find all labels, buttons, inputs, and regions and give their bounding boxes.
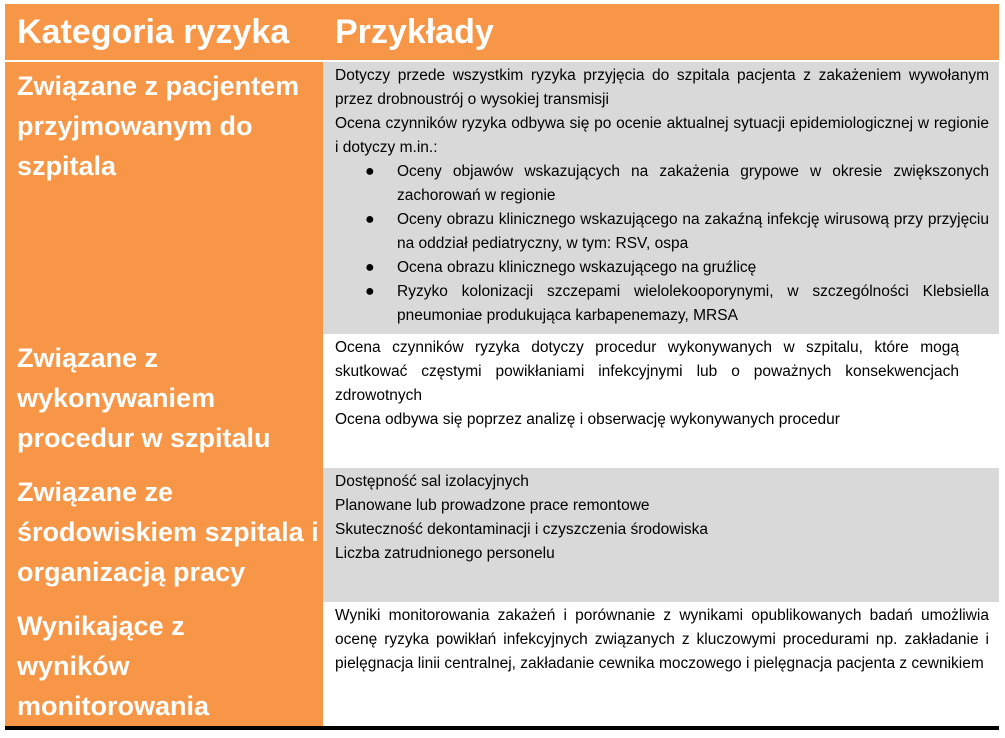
example-bullet-list <box>335 160 989 328</box>
example-paragraph: Skuteczność dekontaminacji i czyszczenia środowiska <box>335 521 709 538</box>
table-header <box>5 4 999 60</box>
example-paragraph: Ocena czynników ryzyka odbywa się po ocenie aktualnej sytuacji epidemiologicznej w regionie i dotyczy m.in.: <box>335 115 989 156</box>
list-item-text: Ocena obrazu klinicznego wskazującego na gruźlicę <box>397 259 757 276</box>
bullet-icon: ● <box>365 211 375 228</box>
examples-cell <box>323 602 999 726</box>
list-item <box>365 256 989 280</box>
examples-cell <box>323 62 999 334</box>
examples-cell <box>323 334 999 468</box>
example-paragraph: Wyniki monitorowania zakażeń i porównanie z wynikami opublikowanych badań umożliwia ocenę ryzyka powikłań infekcyjnych związanych z kluczowymi procedurami np. zakładanie i pielęgnacja linii centralnej, zakładanie cewnika moczowego i pielęgnacja pacjenta z cewnikiem <box>335 607 989 672</box>
category-cell: Związane ze środowiskiem szpitala i organizacją pracy <box>5 468 323 602</box>
list-item <box>365 208 989 256</box>
bullet-icon: ● <box>365 259 375 276</box>
bullet-icon: ● <box>365 163 375 180</box>
example-paragraph: Dostępność sal izolacyjnych <box>335 473 529 490</box>
example-paragraph: Dotyczy przede wszystkim ryzyka przyjęcia do szpitala pacjenta z zakażeniem wywołanym przez drobnoustrój o wysokiej transmisji <box>335 67 989 108</box>
examples-cell <box>323 468 999 602</box>
table-row-environment <box>5 468 999 602</box>
table-row-monitoring <box>5 602 999 726</box>
table-row-procedures <box>5 334 999 468</box>
category-cell: Związane z pacjentem przyjmowanym do szpitala <box>5 62 323 334</box>
list-item-text: Oceny objawów wskazujących na zakażenia grypowe w okresie zwiększonych zachorowań w regionie <box>397 163 989 204</box>
bullet-icon: ● <box>365 283 375 300</box>
example-paragraph: Ocena odbywa się poprzez analizę i obserwację wykonywanych procedur <box>335 411 840 428</box>
risk-category-table <box>5 4 999 730</box>
example-paragraph: Liczba zatrudnionego personelu <box>335 545 555 562</box>
table-row-patient-admission <box>5 62 999 334</box>
header-examples: Przykłady <box>335 13 494 51</box>
example-paragraph: Ocena czynników ryzyka dotyczy procedur wykonywanych w szpitalu, które mogą skutkować częstymi powikłaniami infekcyjnymi lub o poważnych konsekwencjach zdrowotnych <box>335 339 959 404</box>
example-paragraph: Planowane lub prowadzone prace remontowe <box>335 497 650 514</box>
list-item <box>365 280 989 328</box>
list-item-text: Ryzyko kolonizacji szczepami wielolekooporynymi, w szczególności Klebsiella pneumoniae produkująca karbapenemazy, MRSA <box>397 283 989 324</box>
list-item-text: Oceny obrazu klinicznego wskazującego na zakaźną infekcję wirusową przy przyjęciu na oddział pediatryczny, w tym: RSV, ospa <box>397 211 989 252</box>
category-cell: Wynikające z wyników monitorowania <box>5 602 323 726</box>
list-item <box>365 160 989 208</box>
category-cell: Związane z wykonywaniem procedur w szpitalu <box>5 334 323 468</box>
header-risk-category: Kategoria ryzyka <box>17 13 290 51</box>
